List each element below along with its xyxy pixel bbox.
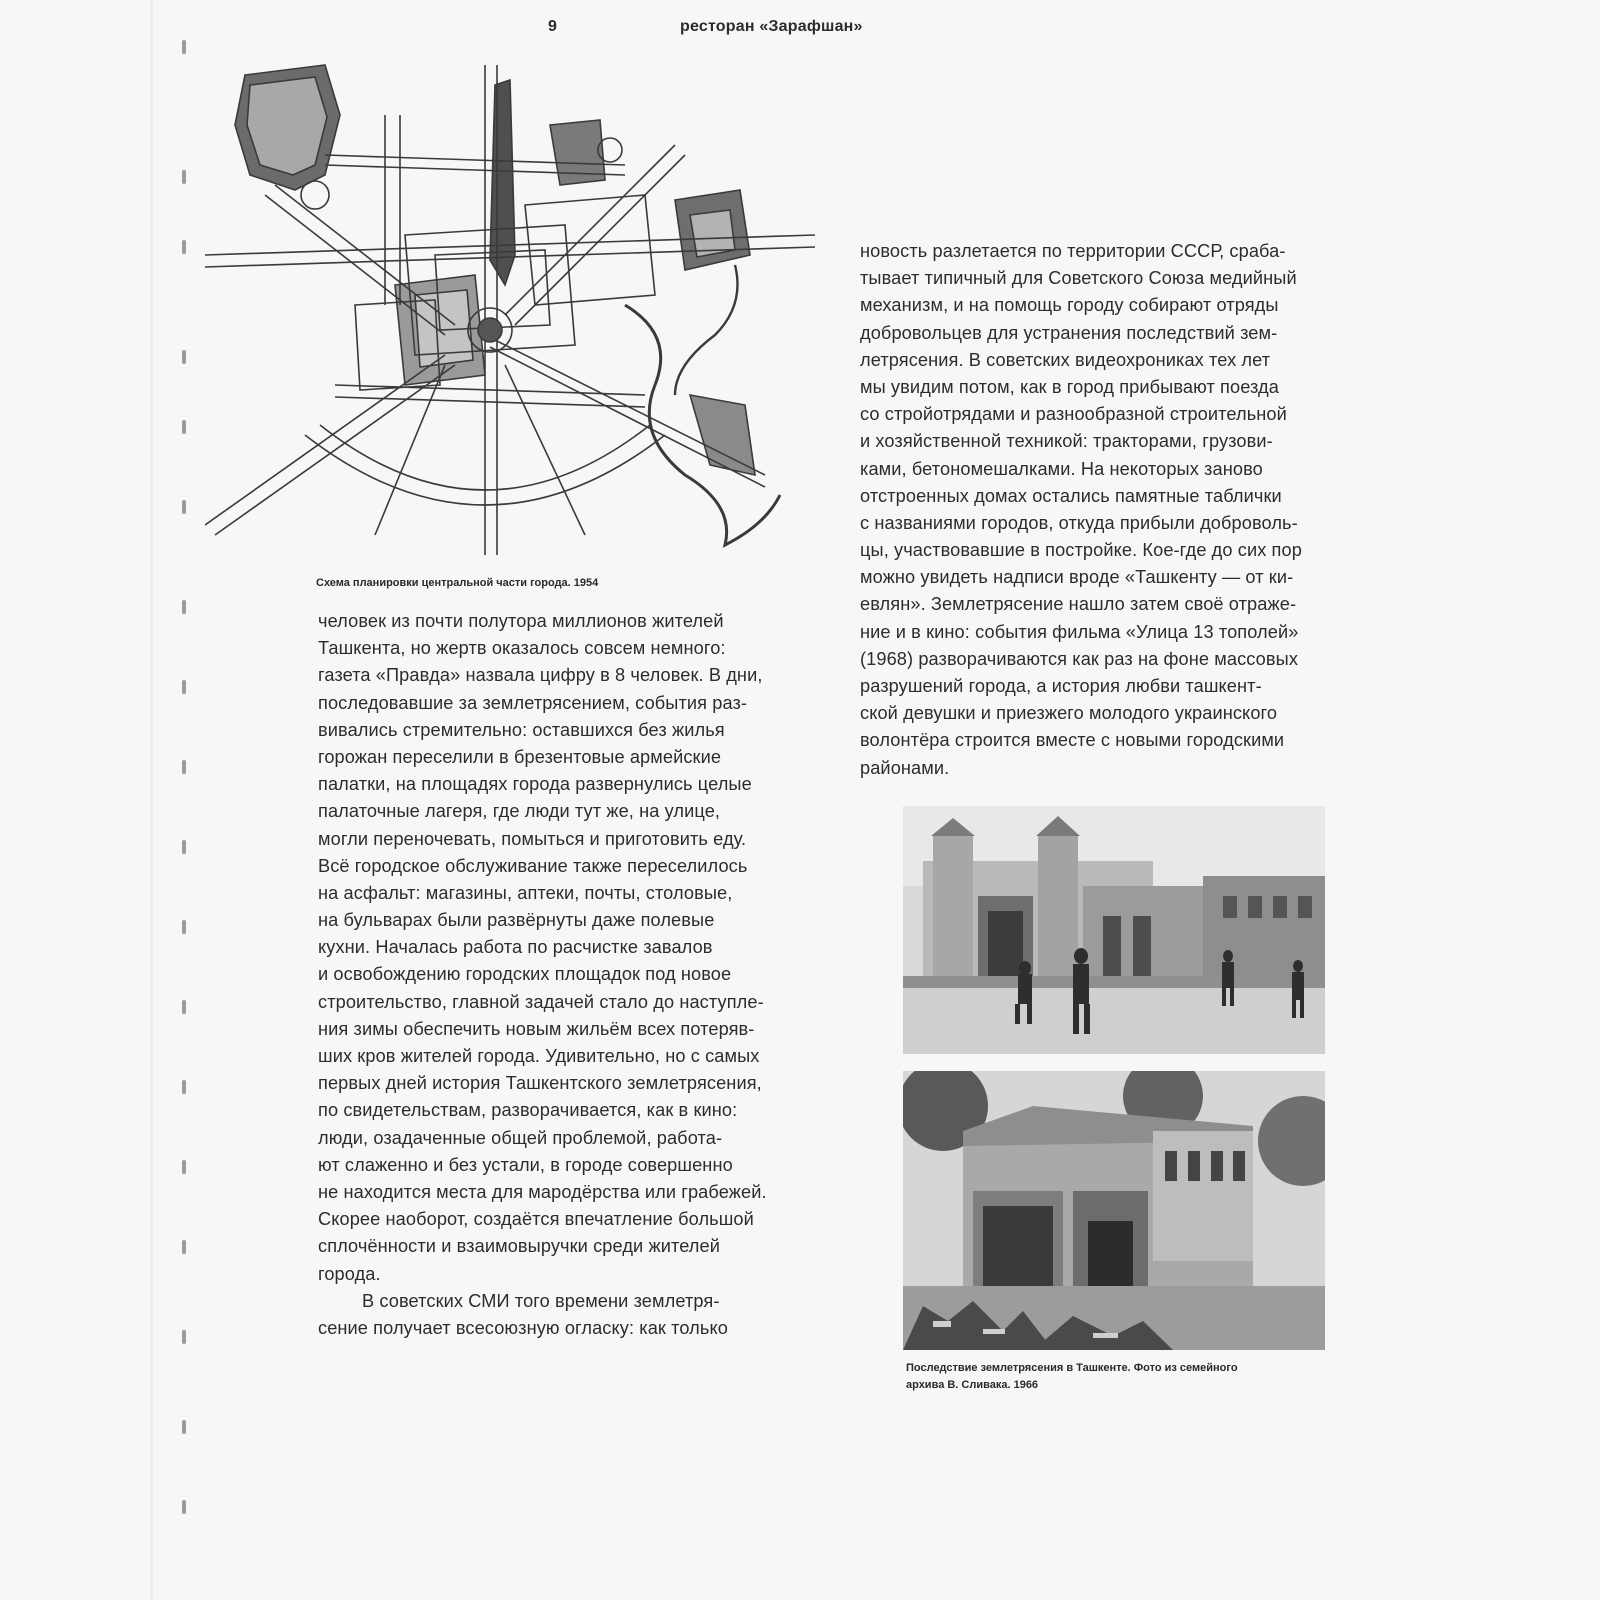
binding-hole	[182, 350, 186, 364]
binding-hole	[182, 1330, 186, 1344]
page-number: 9	[548, 18, 557, 35]
photo-caption-line: архива В. Сливака. 1966	[906, 1379, 1039, 1391]
binding-hole	[182, 170, 186, 184]
text-line: первых дней история Ташкентского землетрясения,	[318, 1073, 762, 1094]
binding-hole	[182, 920, 186, 934]
text-line: вивались стремительно: оставшихся без жилья	[318, 719, 725, 740]
binding-hole	[182, 1240, 186, 1254]
binding-hole	[182, 1420, 186, 1434]
photo-caption-line: Последствие землетрясения в Ташкенте. Фото из семейного	[906, 1362, 1238, 1374]
text-line: человек из почти полутора миллионов жителей	[318, 611, 724, 631]
text-line: палатки, на площадях города развернулись целые	[318, 774, 752, 795]
text-line: ками, бетономешалками. На некоторых заново	[860, 458, 1263, 479]
text-line: сплочённости и взаимовыручки среди жителей	[318, 1236, 720, 1257]
binding-hole	[182, 1000, 186, 1014]
text-line: на асфальт: магазины, аптеки, почты, столовые,	[318, 882, 733, 903]
binding-hole	[182, 500, 186, 514]
text-line: цы, участвовавшие в постройке. Кое-где до сих пор	[860, 540, 1302, 561]
text-line: отстроенных домах остались памятные таблички	[860, 485, 1282, 506]
text-line: добровольцев для устранения последствий зем-	[860, 322, 1278, 343]
text-line: районами.	[860, 757, 950, 778]
text-line: на бульварах были развёрнуты даже полевые	[318, 910, 715, 931]
text-line: евлян». Землетрясение нашло затем своё отраже-	[860, 594, 1297, 615]
text-line: и хозяйственной техникой: тракторами, грузови-	[860, 431, 1273, 452]
text-line: строительство, главной задачей стало до наступле-	[318, 991, 764, 1012]
text-line: (1968) разворачиваются как раз на фоне массовых	[860, 648, 1299, 669]
text-line: со стройотрядами и разнообразной строительной	[860, 404, 1287, 425]
text-line: палаточные лагеря, где люди тут же, на улице,	[318, 801, 721, 822]
text-line: разрушений города, а история любви ташкент-	[860, 676, 1262, 696]
binding-hole	[182, 1080, 186, 1094]
binding-hole	[182, 240, 186, 254]
text-line: волонтёра строится вместе с новыми городскими	[860, 730, 1285, 751]
photo-caption	[906, 1360, 1238, 1394]
text-line: по свидетельствам, разворачивается, как в кино:	[318, 1100, 738, 1121]
text-line: ской девушки и приезжего молодого украинского	[860, 703, 1278, 724]
binding-hole	[182, 600, 186, 614]
text-line: ние и в кино: события фильма «Улица 13 тополей»	[860, 621, 1299, 642]
text-line: не находится места для мародёрства или грабежей.	[318, 1181, 767, 1202]
text-line: последовавшие за землетрясением, события раз-	[318, 692, 748, 713]
left-column-text	[318, 608, 767, 1342]
text-line: города.	[318, 1263, 381, 1284]
binding-hole	[182, 420, 186, 434]
text-line: В советских СМИ того времени землетря-	[362, 1290, 720, 1311]
map-caption: Схема планировки центральной части города. 1954	[316, 577, 599, 589]
text-line: механизм, и на помощь городу собирают отряды	[860, 295, 1279, 316]
text-line: Всё городское обслуживание также переселилось	[318, 855, 748, 876]
text-line: тывает типичный для Советского Союза медийный	[860, 268, 1297, 289]
binding-hole	[182, 40, 186, 54]
text-line: мы увидим потом, как в город прибывают поезда	[860, 376, 1279, 397]
binding-hole	[182, 1160, 186, 1174]
binding-hole	[182, 680, 186, 694]
text-line: Скорее наоборот, создаётся впечатление большой	[318, 1209, 754, 1230]
text-line: газета «Правда» назвала цифру в 8 человек. В дни,	[318, 665, 763, 686]
text-line: горожан переселили в брезентовые армейские	[318, 746, 722, 767]
text-line: ют слаженно и без устали, в городе совершенно	[318, 1154, 733, 1175]
earthquake-photo-ruins	[903, 1071, 1325, 1350]
city-plan-map	[205, 55, 815, 565]
text-line: люди, озадаченные общей проблемой, работа-	[318, 1127, 723, 1148]
text-line: Ташкента, но жертв оказалось совсем немного:	[318, 638, 726, 659]
text-line: могли переночевать, помыться и приготовить еду.	[318, 828, 747, 849]
binding-hole	[182, 1500, 186, 1514]
text-line: летрясения. В советских видеохрониках тех лет	[860, 349, 1271, 370]
text-line: ния зимы обеспечить новым жильём всех потеряв-	[318, 1018, 755, 1039]
text-line: кухни. Началась работа по расчистке завалов	[318, 937, 713, 958]
running-header: ресторан «Зарафшан»	[680, 18, 863, 35]
text-line: новость разлетается по территории СССР, сраба-	[860, 241, 1286, 261]
text-line: ших кров жителей города. Удивительно, но с самых	[318, 1046, 760, 1066]
text-line: и освобождению городских площадок под новое	[318, 964, 732, 985]
text-line: сение получает всесоюзную огласку: как только	[318, 1317, 728, 1338]
right-column-text	[860, 238, 1302, 782]
earthquake-photo-street	[903, 806, 1325, 1054]
binding-hole	[182, 840, 186, 854]
text-line: можно увидеть надписи вроде «Ташкенту — от ки-	[860, 567, 1294, 588]
page-gutter	[150, 0, 153, 1600]
text-line: с названиями городов, откуда прибыли доброволь-	[860, 512, 1298, 533]
binding-hole	[182, 760, 186, 774]
